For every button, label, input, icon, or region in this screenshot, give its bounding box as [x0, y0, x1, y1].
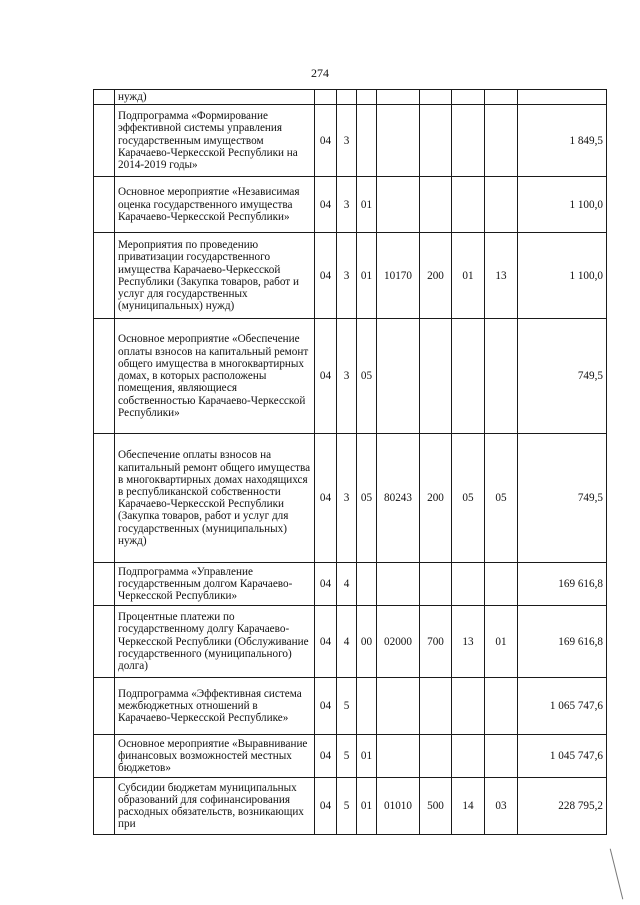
code-measure: 01 — [357, 233, 377, 319]
code-section: 05 — [452, 434, 485, 563]
code-section — [452, 319, 485, 434]
code-ministry: 04 — [315, 778, 337, 835]
page-number: 274 — [311, 66, 329, 80]
row-name: Обеспечение оплаты взносов на капитальный ремонт общего имущества в многоквартирных домах находящихся в республиканской собственности Карачаево-Черкесской Республики (Закупка товаров, работ и услуг для государственных (муниципальных) нужд) — [115, 434, 315, 563]
row-amount: 228 795,2 — [518, 778, 607, 835]
code-section — [452, 563, 485, 606]
row-index-cell — [94, 233, 115, 319]
row-name: нужд) — [115, 90, 315, 105]
code-subsection — [485, 105, 518, 177]
code-measure: 01 — [357, 778, 377, 835]
code-section — [452, 105, 485, 177]
table-row — [94, 434, 607, 563]
code-section — [452, 177, 485, 233]
code-expense-type: 200 — [420, 233, 452, 319]
table-row — [94, 233, 607, 319]
row-amount: 169 616,8 — [518, 606, 607, 678]
row-index-cell — [94, 563, 115, 606]
code-subprogram: 4 — [337, 563, 357, 606]
code-expense-type — [420, 735, 452, 778]
code-subsection: 01 — [485, 606, 518, 678]
row-amount: 1 100,0 — [518, 233, 607, 319]
code-ministry: 04 — [315, 177, 337, 233]
code-direction — [377, 563, 420, 606]
table-row — [94, 105, 607, 177]
code-direction — [377, 678, 420, 735]
table-row — [94, 606, 607, 678]
row-amount — [518, 90, 607, 105]
code-subsection — [485, 735, 518, 778]
row-amount: 749,5 — [518, 434, 607, 563]
table-row — [94, 778, 607, 835]
row-index-cell — [94, 177, 115, 233]
code-subprogram — [337, 90, 357, 105]
code-subprogram: 5 — [337, 778, 357, 835]
code-expense-type — [420, 177, 452, 233]
code-expense-type: 700 — [420, 606, 452, 678]
code-measure: 00 — [357, 606, 377, 678]
code-direction: 02000 — [377, 606, 420, 678]
code-expense-type — [420, 90, 452, 105]
code-direction — [377, 105, 420, 177]
code-ministry: 04 — [315, 233, 337, 319]
code-measure: 01 — [357, 735, 377, 778]
code-direction: 80243 — [377, 434, 420, 563]
code-ministry: 04 — [315, 319, 337, 434]
row-amount: 1 100,0 — [518, 177, 607, 233]
code-subprogram: 3 — [337, 177, 357, 233]
code-subsection — [485, 319, 518, 434]
code-direction — [377, 735, 420, 778]
code-subprogram: 3 — [337, 319, 357, 434]
row-name: Подпрограмма «Формирование эффективной системы управления государственным имуществом Карачаево-Черкесской Республики на 2014-2019 годы» — [115, 105, 315, 177]
code-subsection — [485, 678, 518, 735]
table-row — [94, 177, 607, 233]
row-amount: 1 849,5 — [518, 105, 607, 177]
table-row — [94, 90, 607, 105]
row-index-cell — [94, 319, 115, 434]
code-subprogram: 5 — [337, 735, 357, 778]
code-subprogram: 3 — [337, 105, 357, 177]
code-direction — [377, 90, 420, 105]
code-subsection — [485, 563, 518, 606]
code-ministry: 04 — [315, 563, 337, 606]
row-amount: 749,5 — [518, 319, 607, 434]
code-measure — [357, 563, 377, 606]
row-name: Основное мероприятие «Независимая оценка государственного имущества Карачаево-Черкесской Республики» — [115, 177, 315, 233]
code-ministry: 04 — [315, 735, 337, 778]
row-index-cell — [94, 105, 115, 177]
code-expense-type: 200 — [420, 434, 452, 563]
code-expense-type — [420, 678, 452, 735]
code-subprogram: 4 — [337, 606, 357, 678]
code-subsection: 13 — [485, 233, 518, 319]
code-measure: 01 — [357, 177, 377, 233]
code-subprogram: 3 — [337, 233, 357, 319]
row-name: Субсидии бюджетам муниципальных образований для софинансирования расходных обязательств, возникающих при — [115, 778, 315, 835]
code-ministry: 04 — [315, 434, 337, 563]
budget-table — [93, 89, 607, 835]
code-ministry — [315, 90, 337, 105]
table-row — [94, 735, 607, 778]
row-index-cell — [94, 778, 115, 835]
code-section: 13 — [452, 606, 485, 678]
code-measure — [357, 90, 377, 105]
code-ministry: 04 — [315, 105, 337, 177]
code-section — [452, 678, 485, 735]
row-index-cell — [94, 678, 115, 735]
code-subsection — [485, 90, 518, 105]
code-subsection: 03 — [485, 778, 518, 835]
code-direction — [377, 319, 420, 434]
code-measure: 05 — [357, 434, 377, 563]
code-expense-type — [420, 105, 452, 177]
code-expense-type: 500 — [420, 778, 452, 835]
code-section: 01 — [452, 233, 485, 319]
table-row — [94, 678, 607, 735]
code-direction — [377, 177, 420, 233]
code-subsection — [485, 177, 518, 233]
code-ministry: 04 — [315, 678, 337, 735]
code-expense-type — [420, 319, 452, 434]
row-index-cell — [94, 434, 115, 563]
row-name: Основное мероприятие «Обеспечение оплаты взносов на капитальный ремонт общего имущества в многоквартирных домах, в которых расположены помещения, являющиеся собственностью Карачаево-Черкесской Республики» — [115, 319, 315, 434]
scan-mark — [610, 849, 624, 900]
code-measure — [357, 105, 377, 177]
code-ministry: 04 — [315, 606, 337, 678]
row-amount: 1 065 747,6 — [518, 678, 607, 735]
row-index-cell — [94, 735, 115, 778]
row-name: Мероприятия по проведению приватизации государственного имущества Карачаево-Черкесской Республики (Закупка товаров, работ и услуг для государственных (муниципальных) нужд) — [115, 233, 315, 319]
row-name: Подпрограмма «Управление государственным долгом Карачаево-Черкесской Республики» — [115, 563, 315, 606]
table-row — [94, 319, 607, 434]
code-measure — [357, 678, 377, 735]
code-expense-type — [420, 563, 452, 606]
row-amount: 169 616,8 — [518, 563, 607, 606]
row-amount: 1 045 747,6 — [518, 735, 607, 778]
code-section: 14 — [452, 778, 485, 835]
row-name: Основное мероприятие «Выравнивание финансовых возможностей местных бюджетов» — [115, 735, 315, 778]
code-measure: 05 — [357, 319, 377, 434]
code-subprogram: 5 — [337, 678, 357, 735]
row-index-cell — [94, 90, 115, 105]
code-section — [452, 735, 485, 778]
row-index-cell — [94, 606, 115, 678]
code-section — [452, 90, 485, 105]
row-name: Подпрограмма «Эффективная система межбюджетных отношений в Карачаево-Черкесской Республике» — [115, 678, 315, 735]
row-name: Процентные платежи по государственному долгу Карачаево-Черкесской Республики (Обслуживание государственного (муниципального) долга) — [115, 606, 315, 678]
code-subprogram: 3 — [337, 434, 357, 563]
code-direction: 01010 — [377, 778, 420, 835]
code-direction: 10170 — [377, 233, 420, 319]
budget-table-body — [94, 90, 607, 835]
code-subsection: 05 — [485, 434, 518, 563]
table-row — [94, 563, 607, 606]
